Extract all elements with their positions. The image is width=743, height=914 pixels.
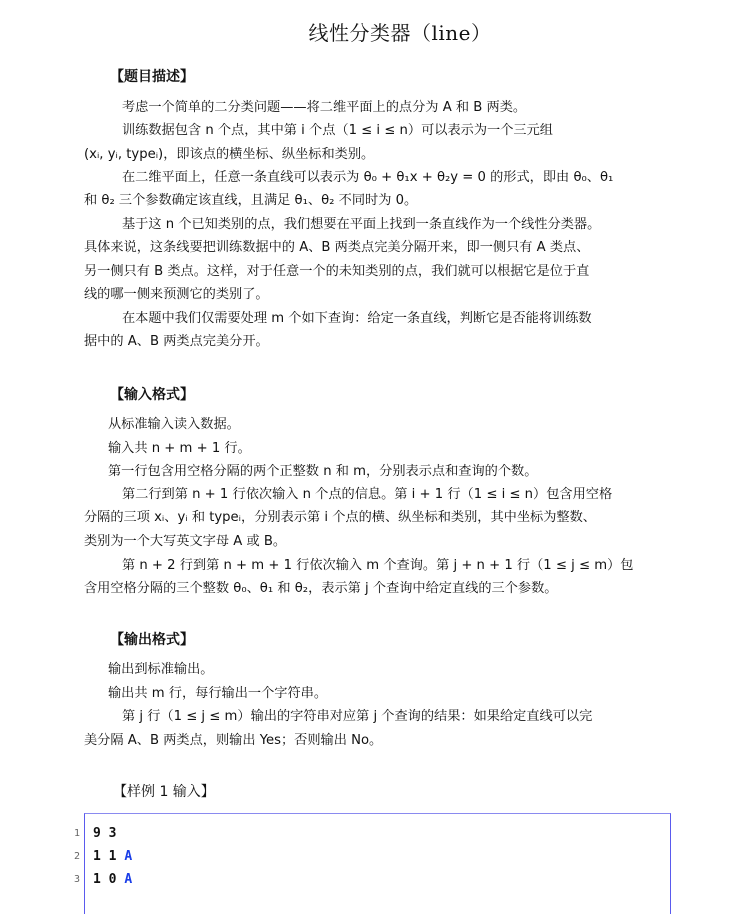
- output-line: 第 j 行（1 ≤ j ≤ m）输出的字符串对应第 j 个查询的结果：如果给定直线可以完: [122, 709, 593, 724]
- desc-line: (xᵢ, yᵢ, typeᵢ)，即该点的横坐标、纵坐标和类别。: [84, 147, 375, 162]
- line-number: 3: [73, 874, 80, 885]
- input-line: 含用空格分隔的三个整数 θ₀、θ₁ 和 θ₂，表示第 j 个查询中给定直线的三个参数。: [84, 581, 558, 596]
- desc-line: 具体来说，这条线要把训练数据中的 A、B 两类点完美分隔开来，即一侧只有 A 类点、: [84, 240, 590, 255]
- code-text: 1 1: [93, 849, 125, 864]
- input-line: 第一行包含用空格分隔的两个正整数 n 和 m，分别表示点和查询的个数。: [108, 464, 538, 479]
- desc-line: 线的哪一侧来预测它的类别了。: [84, 287, 269, 302]
- output-line: 输出到标准输出。: [108, 662, 214, 677]
- code-type: A: [124, 849, 133, 864]
- section-heading-description: 【题目描述】: [110, 69, 194, 85]
- code-line: [93, 872, 132, 887]
- input-line: 第 n + 2 行到第 n + m + 1 行依次输入 m 个查询。第 j + n + 1 行（1 ≤ j ≤ m）包: [122, 558, 634, 573]
- section-heading-output-format: 【输出格式】: [110, 632, 194, 648]
- code-text: 1 0: [93, 872, 125, 887]
- output-line: 美分隔 A、B 两类点，则输出 Yes；否则输出 No。: [84, 733, 383, 748]
- line-number: 2: [73, 851, 80, 862]
- line-number: 1: [73, 828, 80, 839]
- desc-line: 在二维平面上，任意一条直线可以表示为 θ₀ + θ₁x + θ₂y = 0 的形式，即由 θ₀、θ₁: [122, 170, 614, 185]
- code-block[interactable]: [84, 813, 671, 914]
- code-text: 9 3: [93, 826, 117, 841]
- code-line: [93, 849, 132, 864]
- input-line: 第二行到第 n + 1 行依次输入 n 个点的信息。第 i + 1 行（1 ≤ i ≤ n）包含用空格: [122, 487, 613, 502]
- desc-line: 考虑一个简单的二分类问题——将二维平面上的点分为 A 和 B 两类。: [122, 100, 527, 115]
- page-title: 线性分类器（line）: [308, 21, 492, 45]
- desc-line: 另一侧只有 B 类点。这样，对于任意一个的未知类别的点，我们就可以根据它是位于直: [84, 264, 590, 279]
- input-line: 类别为一个大写英文字母 A 或 B。: [84, 534, 287, 549]
- input-line: 输入共 n + m + 1 行。: [108, 441, 251, 456]
- desc-line: 和 θ₂ 三个参数确定该直线，且满足 θ₁、θ₂ 不同时为 0。: [84, 193, 418, 208]
- input-line: 从标准输入读入数据。: [108, 417, 240, 432]
- desc-line: 训练数据包含 n 个点，其中第 i 个点（1 ≤ i ≤ n）可以表示为一个三元组: [122, 123, 553, 138]
- desc-line: 在本题中我们仅需要处理 m 个如下查询：给定一条直线，判断它是否能将训练数: [122, 311, 592, 326]
- output-line: 输出共 m 行，每行输出一个字符串。: [108, 686, 328, 701]
- desc-line: 据中的 A、B 两类点完美分开。: [84, 334, 269, 349]
- code-type: A: [124, 872, 133, 887]
- section-heading-sample-input: 【样例 1 输入】: [113, 784, 215, 800]
- input-line: 分隔的三项 xᵢ、yᵢ 和 typeᵢ，分别表示第 i 个点的横、纵坐标和类别，其中坐标为整数、: [84, 510, 596, 525]
- desc-line: 基于这 n 个已知类别的点，我们想要在平面上找到一条直线作为一个线性分类器。: [122, 217, 601, 232]
- code-line: [93, 826, 116, 841]
- section-heading-input-format: 【输入格式】: [110, 387, 194, 403]
